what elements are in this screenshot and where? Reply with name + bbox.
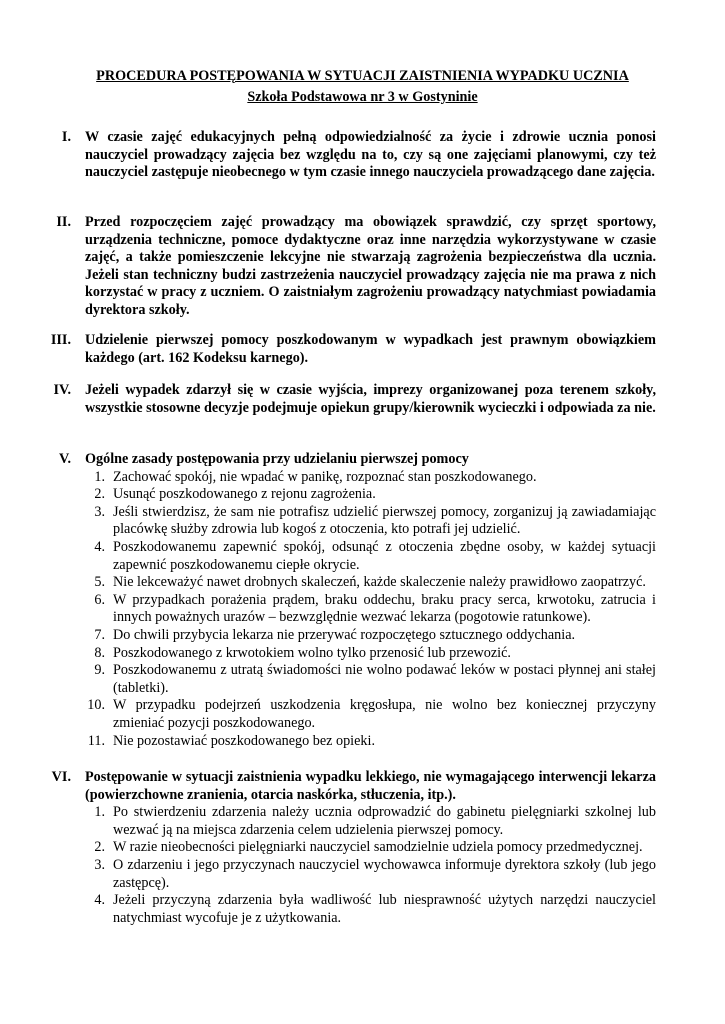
list-item: 2. W razie nieobecności pielęgniarki nauczyciel samodzielnie udziela pomocy przedmedycznej. (94, 839, 643, 856)
minor-accident-list (85, 804, 656, 927)
section-5: V. Ogólne zasady postępowania przy udzielaniu pierwszej pomocy 1. Zachować spokój, nie wpadać w panikę, rozpoznać stan poszkodowanego. 2. Usunąć poszkodowanego z rejonu zagrożenia. 3. Jeśli stwierdzisz, że sam nie potrafisz udzielić pierwszej pomocy, zorganizuj ją zawiadamiając placówkę służby zdrowia lub kogoś z otoczenia, kto potrafi jej udzielić. 4. Poszkodowanemu zapewnić spokój, odsunąć z otoczenia zbędne osoby, w każdej sytuacji zapewnić poszkodowanemu ciepłe okrycie. 5. Nie lekceważyć nawet drobnych skaleczeń, każde skaleczenie należy prawidłowo zaopatrzyć. 6. W przypadkach porażenia prądem, braku oddechu, braku pracy serca, krwotoku, zatrucia i innych poważnych urazów – bezwzględnie wezwać lekarza (pogotowie ratunkowe). 7. Do chwili przybycia lekarza nie przerywać rozpoczętego sztucznego oddychania. 8. Poszkodowanego z krwotokiem wolno tylko przenosić lub przewozić. 9. Poszkodowanemu z utratą świadomości nie wolno podawać leków w postaci płynnej ani stałej (tabletki). 10. W przypadku podejrzeń uszkodzenia kręgosłupa, nie wolno bez koniecznej przyczyny zmieniać pozycji poszkodowanego. 11. Nie pozostawiać poszkodowanego bez opieki. (59, 451, 656, 749)
section-text: Jeżeli wypadek zdarzył się w czasie wyjścia, imprezy organizowanej poza terenem szkoły, wszystkie stosowne decyzje podejmuje opiekun grupy/kierownik wycieczki i odpowiada za nie. (85, 382, 656, 416)
section-text: Przed rozpoczęciem zajęć prowadzący ma obowiązek sprawdzić, czy sprzęt sportowy, urządzenia techniczne, pomoce dydaktyczne oraz inne narzędzia wykorzystywane w czasie zajęć, a także pomieszczenie lekcyjne nie stwarzają zagrożenia bezpieczeństwa dla ucznia. Jeżeli stan techniczny budzi zastrzeżenia nauczyciel prowadzący zajęcia nie ma prawa z nich korzystać w pracy z uczniem. O zaistniałym zagrożeniu prowadzący natychmiast powiadamia dyrektora szkoły. (85, 214, 656, 318)
list-item: 1. Po stwierdzeniu zdarzenia należy ucznia odprowadzić do gabinetu pielęgniarki szkolnej lub wezwać ją na miejsca zdarzenia celem udzielenia pierwszej pomocy. (94, 804, 656, 838)
list-item: 4. Jeżeli przyczyną zdarzenia była wadliwość lub niesprawność użytych narzędzi nauczyciel natychmiast wycofuje je z użytkowania. (94, 892, 656, 926)
list-item: 3. O zdarzeniu i jego przyczynach nauczyciel wychowawca informuje dyrektora szkoły (lub jego zastępcę). (94, 856, 656, 891)
first-aid-list (85, 469, 656, 751)
section-heading: Ogólne zasady postępowania przy udzielaniu pierwszej pomocy (85, 451, 469, 467)
list-item: 4. Poszkodowanemu zapewnić spokój, odsunąć z otoczenia zbędne osoby, w każdej sytuacji zapewnić poszkodowanemu ciepłe okrycie. (94, 538, 656, 573)
list-item: 2. Usunąć poszkodowanego z rejonu zagrożenia. (94, 486, 376, 503)
section-1: I. W czasie zajęć edukacyjnych pełną odpowiedzialność za życie i zdrowie ucznia ponosi nauczyciel prowadzący zajęcia bez względu na to, czy są one zajęciami planowymi, czy też nauczyciel zastępuje nieobecnego w tym czasie innego nauczyciela prowadzącego dane zajęcia. (61, 129, 656, 181)
section-3: III. Udzielenie pierwszej pomocy poszkodowanym w wypadkach jest prawnym obowiązkiem każdego (art. 162 Kodeksu karnego). (50, 332, 656, 366)
list-item: 9. Poszkodowanemu z utratą świadomości nie wolno podawać leków w postaci płynnej ani stałej (tabletki). (94, 662, 656, 696)
list-item: 8. Poszkodowanego z krwotokiem wolno tylko przenosić lub przewozić. (94, 644, 511, 661)
section-2: II. Przed rozpoczęciem zajęć prowadzący ma obowiązek sprawdzić, czy sprzęt sportowy, urządzenia techniczne, pomoce dydaktyczne oraz inne narzędzia wykorzystywane w czasie zajęć, a także pomieszczenie lekcyjne nie stwarzają zagrożenia bezpieczeństwa dla ucznia. Jeżeli stan techniczny budzi zastrzeżenia nauczyciel prowadzący zajęcia nie ma prawa z nich korzystać w pracy z uczniem. O zaistniałym zagrożeniu prowadzący natychmiast powiadamia dyrektora szkoły. (56, 214, 656, 318)
document-title: PROCEDURA POSTĘPOWANIA W SYTUACJI ZAISTNIENIA WYPADKU UCZNIA (96, 68, 629, 84)
list-item: 5. Nie lekceważyć nawet drobnych skaleczeń, każde skaleczenie należy prawidłowo zaopatrzyć. (94, 574, 646, 591)
document-subtitle: Szkoła Podstawowa nr 3 w Gostyninie (247, 89, 478, 105)
list-item: 3. Jeśli stwierdzisz, że sam nie potrafisz udzielić pierwszej pomocy, zorganizuj ją zawiadamiając placówkę służby zdrowia lub kogoś z otoczenia, kto potrafi jej udzielić. (94, 503, 656, 538)
list-item: 1. Zachować spokój, nie wpadać w panikę, rozpoznać stan poszkodowanego. (94, 468, 537, 485)
list-item: 10. W przypadku podejrzeń uszkodzenia kręgosłupa, nie wolno bez koniecznej przyczyny zmieniać pozycji poszkodowanego. (87, 697, 656, 731)
section-text: Udzielenie pierwszej pomocy poszkodowanym w wypadkach jest prawnym obowiązkiem każdego (art. 162 Kodeksu karnego). (85, 332, 656, 366)
section-6: VI. Postępowanie w sytuacji zaistnienia wypadku lekkiego, nie wymagającego interwencji lekarza (powierzchowne zranienia, otarcia naskórka, stłuczenia, itp.). 1. Po stwierdzeniu zdarzenia należy ucznia odprowadzić do gabinetu pielęgniarki szkolnej lub wezwać ją na miejsca zdarzenia celem udzielenia pierwszej pomocy. 2. W razie nieobecności pielęgniarki nauczyciel samodzielnie udziela pomocy przedmedycznej. 3. O zdarzeniu i jego przyczynach nauczyciel wychowawca informuje dyrektora szkoły (lub jego zastępcę). 4. Jeżeli przyczyną zdarzenia była wadliwość lub niesprawność użytych narzędzi nauczyciel natychmiast wycofuje je z użytkowania. (51, 769, 656, 926)
list-item: 11. Nie pozostawiać poszkodowanego bez opieki. (87, 732, 375, 749)
list-item: 7. Do chwili przybycia lekarza nie przerywać rozpoczętego sztucznego oddychania. (94, 626, 576, 643)
list-item: 6. W przypadkach porażenia prądem, braku oddechu, braku pracy serca, krwotoku, zatrucia i innych poważnych urazów – bezwzględnie wezwać lekarza (pogotowie ratunkowe). (94, 591, 656, 626)
section-text: W czasie zajęć edukacyjnych pełną odpowiedzialność za życie i zdrowie ucznia ponosi nauczyciel prowadzący zajęcia bez względu na to, czy są one zajęciami planowymi, czy też nauczyciel zastępuje nieobecnego w tym czasie innego nauczyciela prowadzącego dane zajęcia. (85, 129, 656, 181)
section-4: IV. Jeżeli wypadek zdarzył się w czasie wyjścia, imprezy organizowanej poza terenem szkoły, wszystkie stosowne decyzje podejmuje opiekun grupy/kierownik wycieczki i odpowiada za nie. (53, 382, 656, 416)
section-heading: Postępowanie w sytuacji zaistnienia wypadku lekkiego, nie wymagającego interwencji lekarza (powierzchowne zranienia, otarcia naskórka, stłuczenia, itp.). (85, 769, 656, 803)
